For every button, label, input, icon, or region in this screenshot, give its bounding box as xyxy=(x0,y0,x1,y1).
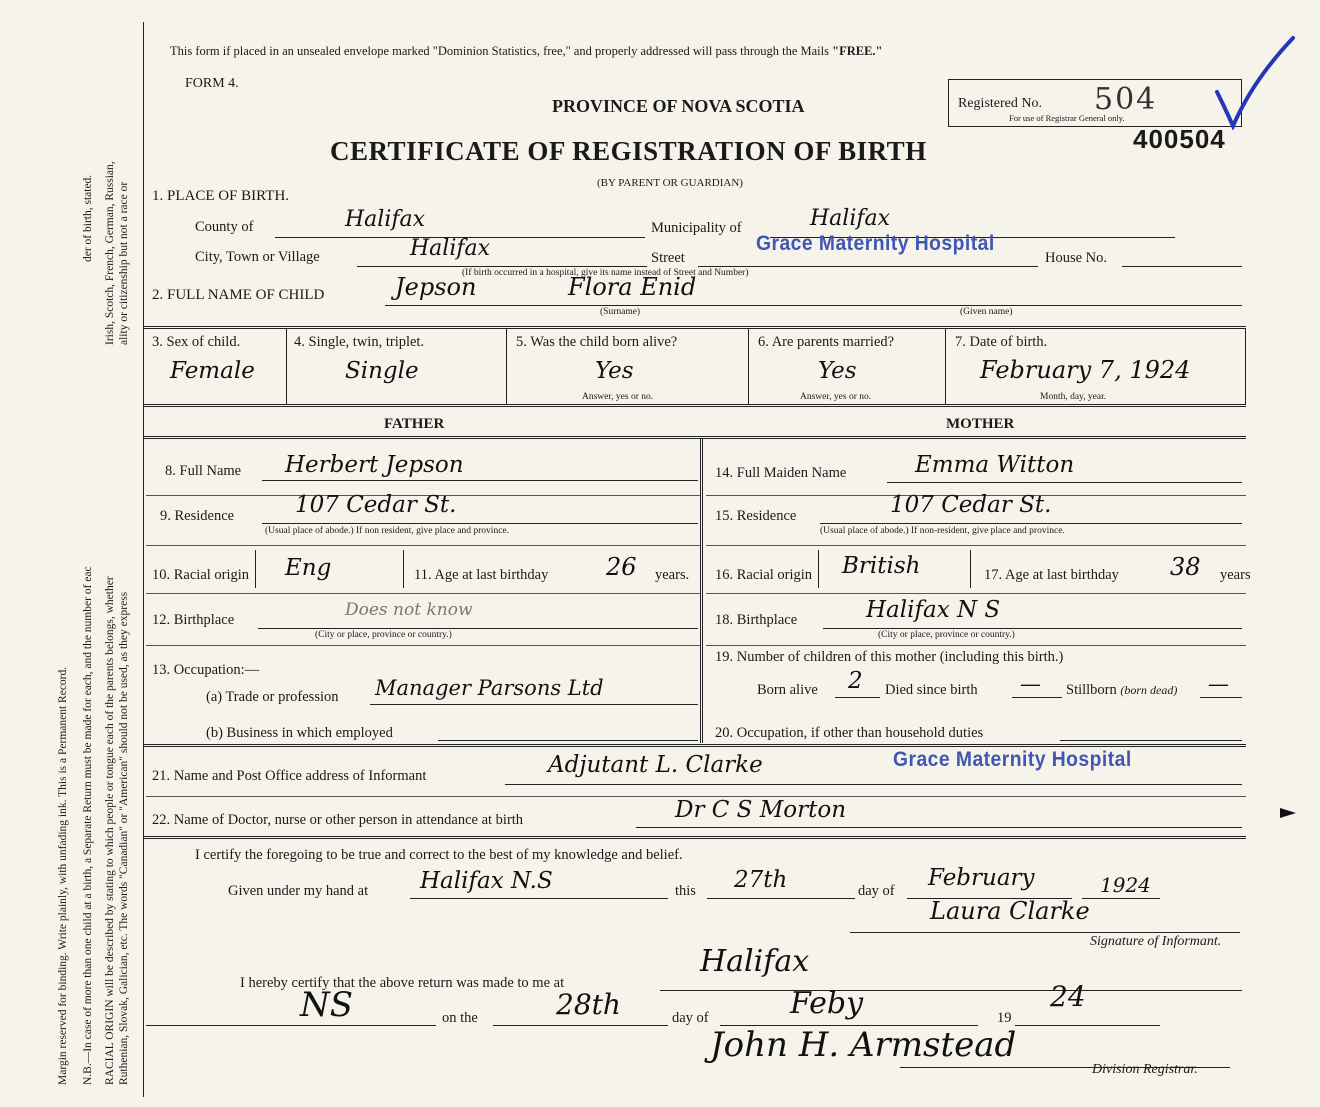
father-business-label: (b) Business in which employed xyxy=(206,725,393,741)
informant-label: 21. Name and Post Office address of Informant xyxy=(152,768,427,784)
mother-age-value: 38 xyxy=(1170,553,1201,581)
informant-name: Adjutant L. Clarke xyxy=(548,752,763,778)
informant-signature: Laura Clarke xyxy=(930,897,1090,925)
father-trade-value: Manager Parsons Ltd xyxy=(375,676,604,700)
mother-name-label: 14. Full Maiden Name xyxy=(715,465,847,481)
given-under-hand-label: Given under my hand at xyxy=(228,883,369,899)
mother-age-label: 17. Age at last birthday xyxy=(984,567,1119,583)
certification-month: February xyxy=(928,865,1035,891)
born-alive-count: 2 xyxy=(848,668,863,694)
father-age-value: 26 xyxy=(606,553,637,581)
father-occupation-label: 13. Occupation:— xyxy=(152,662,260,678)
province-heading: PROVINCE OF NOVA SCOTIA xyxy=(552,96,805,116)
certification-day-of-label: day of xyxy=(858,883,895,899)
plurality-value: Single xyxy=(345,358,419,384)
certification-statement: I certify the foregoing to be true and correct to the best of my knowledge and belief. xyxy=(195,847,683,863)
father-racial-value: Eng xyxy=(285,555,332,581)
city-label: City, Town or Village xyxy=(195,249,320,265)
registrar-on-label: on the xyxy=(442,1010,478,1026)
registrar-day: 28th xyxy=(556,988,621,1021)
born-alive-question: 5. Was the child born alive? xyxy=(516,334,678,350)
mother-age-years: years xyxy=(1220,567,1251,583)
mother-residence-label: 15. Residence xyxy=(715,508,797,524)
registrar-year: 24 xyxy=(1050,980,1086,1013)
parents-divider xyxy=(700,439,703,743)
mother-occupation-label: 20. Occupation, if other than household duties xyxy=(715,725,984,741)
county-label: County of xyxy=(195,219,254,235)
parents-married-caption: Answer, yes or no. xyxy=(800,392,872,402)
date-of-birth-label: 7. Date of birth. xyxy=(955,334,1048,350)
father-residence-caption: (Usual place of abode.) If non resident, give place and province. xyxy=(265,526,509,536)
margin-note-binding: Margin reserved for binding. Write plainly, with unfading ink. This is a Permanent Record. xyxy=(57,666,69,1085)
street-label: Street xyxy=(651,250,685,266)
certificate-title: CERTIFICATE OF REGISTRATION OF BIRTH xyxy=(330,136,927,166)
hospital-note: (If birth occurred in a hospital, give its name instead of Street and Number) xyxy=(462,268,749,278)
born-alive-label: Born alive xyxy=(757,682,818,698)
certification-day: 27th xyxy=(734,867,788,893)
father-name-value: Herbert Jepson xyxy=(285,452,464,478)
margin-note-top-2: ality or citizenship but not a race or xyxy=(118,181,130,345)
form-number: FORM 4. xyxy=(185,76,239,91)
registered-label: Registered No. xyxy=(958,96,1042,111)
pointer-arrow-icon xyxy=(1280,806,1298,820)
date-of-birth-caption: Month, day, year. xyxy=(1040,392,1107,402)
father-age-years: years. xyxy=(655,567,690,583)
surname-caption: (Surname) xyxy=(600,307,641,317)
mother-birthplace-caption: (City or place, province or country.) xyxy=(878,630,1015,640)
municipality-value: Halifax xyxy=(810,206,891,231)
mother-racial-label: 16. Racial origin xyxy=(715,567,813,583)
margin-note-racial-origin: RACIAL ORIGIN will be described by stating to which people or tongue each of the parents belongs, whether xyxy=(104,576,116,1085)
margin-note-top-3: der of birth, stated. xyxy=(82,174,94,262)
this-label: this xyxy=(675,883,696,899)
given-name-caption: (Given name) xyxy=(960,307,1013,317)
informant-signature-caption: Signature of Informant. xyxy=(1090,934,1222,949)
sex-label: 3. Sex of child. xyxy=(152,334,241,350)
form-left-border xyxy=(143,22,144,1097)
city-value: Halifax xyxy=(410,236,491,261)
registrar-day-of-label: day of xyxy=(672,1010,709,1026)
doctor-name: Dr C S Morton xyxy=(675,797,847,823)
registered-number: 504 xyxy=(1094,82,1158,117)
child-name-label: 2. FULL NAME OF CHILD xyxy=(152,287,325,303)
certificate-subtitle: (BY PARENT OR GUARDIAN) xyxy=(597,177,743,189)
mother-racial-value: British xyxy=(842,553,921,579)
registrar-statement: I hereby certify that the above return was made to me at xyxy=(240,975,565,991)
died-since-birth-count: — xyxy=(1020,672,1041,696)
child-given-name: Flora Enid xyxy=(568,273,697,301)
died-since-birth-label: Died since birth xyxy=(885,682,978,698)
father-trade-label: (a) Trade or profession xyxy=(206,689,339,705)
mother-birthplace-value: Halifax N S xyxy=(866,597,1001,623)
father-racial-label: 10. Racial origin xyxy=(152,567,250,583)
registrar-signature: John H. Armstead xyxy=(710,1025,1017,1065)
sex-value: Female xyxy=(170,358,255,384)
father-residence-value: 107 Cedar St. xyxy=(295,492,457,518)
county-value: Halifax xyxy=(345,207,426,232)
checkmark-icon xyxy=(1205,30,1300,130)
child-surname: Jepson xyxy=(395,273,477,301)
father-birthplace-value: Does not know xyxy=(345,600,473,620)
registrar-caption: Division Registrar. xyxy=(1092,1062,1198,1077)
house-number-label: House No. xyxy=(1045,250,1108,266)
street-hospital-stamp: Grace Maternity Hospital xyxy=(756,232,995,255)
mother-residence-caption: (Usual place of abode.) If non-resident, give place and province. xyxy=(820,526,1065,536)
children-count-label: 19. Number of children of this mother (including this birth.) xyxy=(715,649,1064,665)
margin-note-top-1: Irish, Scotch, French, German, Russian, xyxy=(104,161,116,345)
registrar-month: Feby xyxy=(790,986,864,1021)
registrar-place: Halifax xyxy=(700,944,810,979)
registered-box xyxy=(948,79,1242,127)
place-of-birth-label: 1. PLACE OF BIRTH. xyxy=(152,188,290,204)
born-alive-caption: Answer, yes or no. xyxy=(582,392,654,402)
stamped-number: 400504 xyxy=(1133,124,1226,154)
margin-note-canadian: Ruthenian, Slovak, Galician, etc. The words "Canadian" or "American" should not be used, as they express xyxy=(118,591,130,1085)
father-name-label: 8. Full Name xyxy=(165,463,242,479)
certification-year: 1924 xyxy=(1100,873,1151,897)
father-age-label: 11. Age at last birthday xyxy=(414,567,549,583)
father-birthplace-caption: (City or place, province or country.) xyxy=(315,630,452,640)
father-heading: FATHER xyxy=(384,416,445,432)
registrar-year-prefix: 19 xyxy=(997,1010,1012,1026)
father-residence-label: 9. Residence xyxy=(160,508,235,524)
doctor-label: 22. Name of Doctor, nurse or other person in attendance at birth xyxy=(152,812,524,828)
date-of-birth-value: February 7, 1924 xyxy=(980,356,1191,384)
father-birthplace-label: 12. Birthplace xyxy=(152,612,235,628)
mother-name-value: Emma Witton xyxy=(915,452,1075,478)
stillborn-label: Stillborn (born dead) xyxy=(1066,682,1178,698)
registrar-note: For use of Registrar General only. xyxy=(1009,113,1125,123)
given-place: Halifax N.S xyxy=(420,868,553,894)
registrar-province-mark: NS xyxy=(300,985,354,1025)
born-alive-answer: Yes xyxy=(595,358,634,384)
mother-birthplace-label: 18. Birthplace xyxy=(715,612,798,628)
parents-married-answer: Yes xyxy=(818,358,857,384)
informant-hospital-stamp: Grace Maternity Hospital xyxy=(893,748,1132,771)
stillborn-count: — xyxy=(1208,672,1229,696)
mother-residence-value: 107 Cedar St. xyxy=(890,492,1052,518)
plurality-label: 4. Single, twin, triplet. xyxy=(294,334,425,350)
parents-married-question: 6. Are parents married? xyxy=(758,334,895,350)
margin-note-multiple-births: N.B.—In case of more than one child at a birth, a Separate Return must be made for each, and the number of eac xyxy=(82,566,94,1085)
municipality-label: Municipality of xyxy=(651,220,742,236)
mother-heading: MOTHER xyxy=(946,416,1015,432)
mail-notice: This form if placed in an unsealed envelope marked "Dominion Statistics, free," and properly addressed will pass through the Mails "FREE." xyxy=(170,44,883,58)
